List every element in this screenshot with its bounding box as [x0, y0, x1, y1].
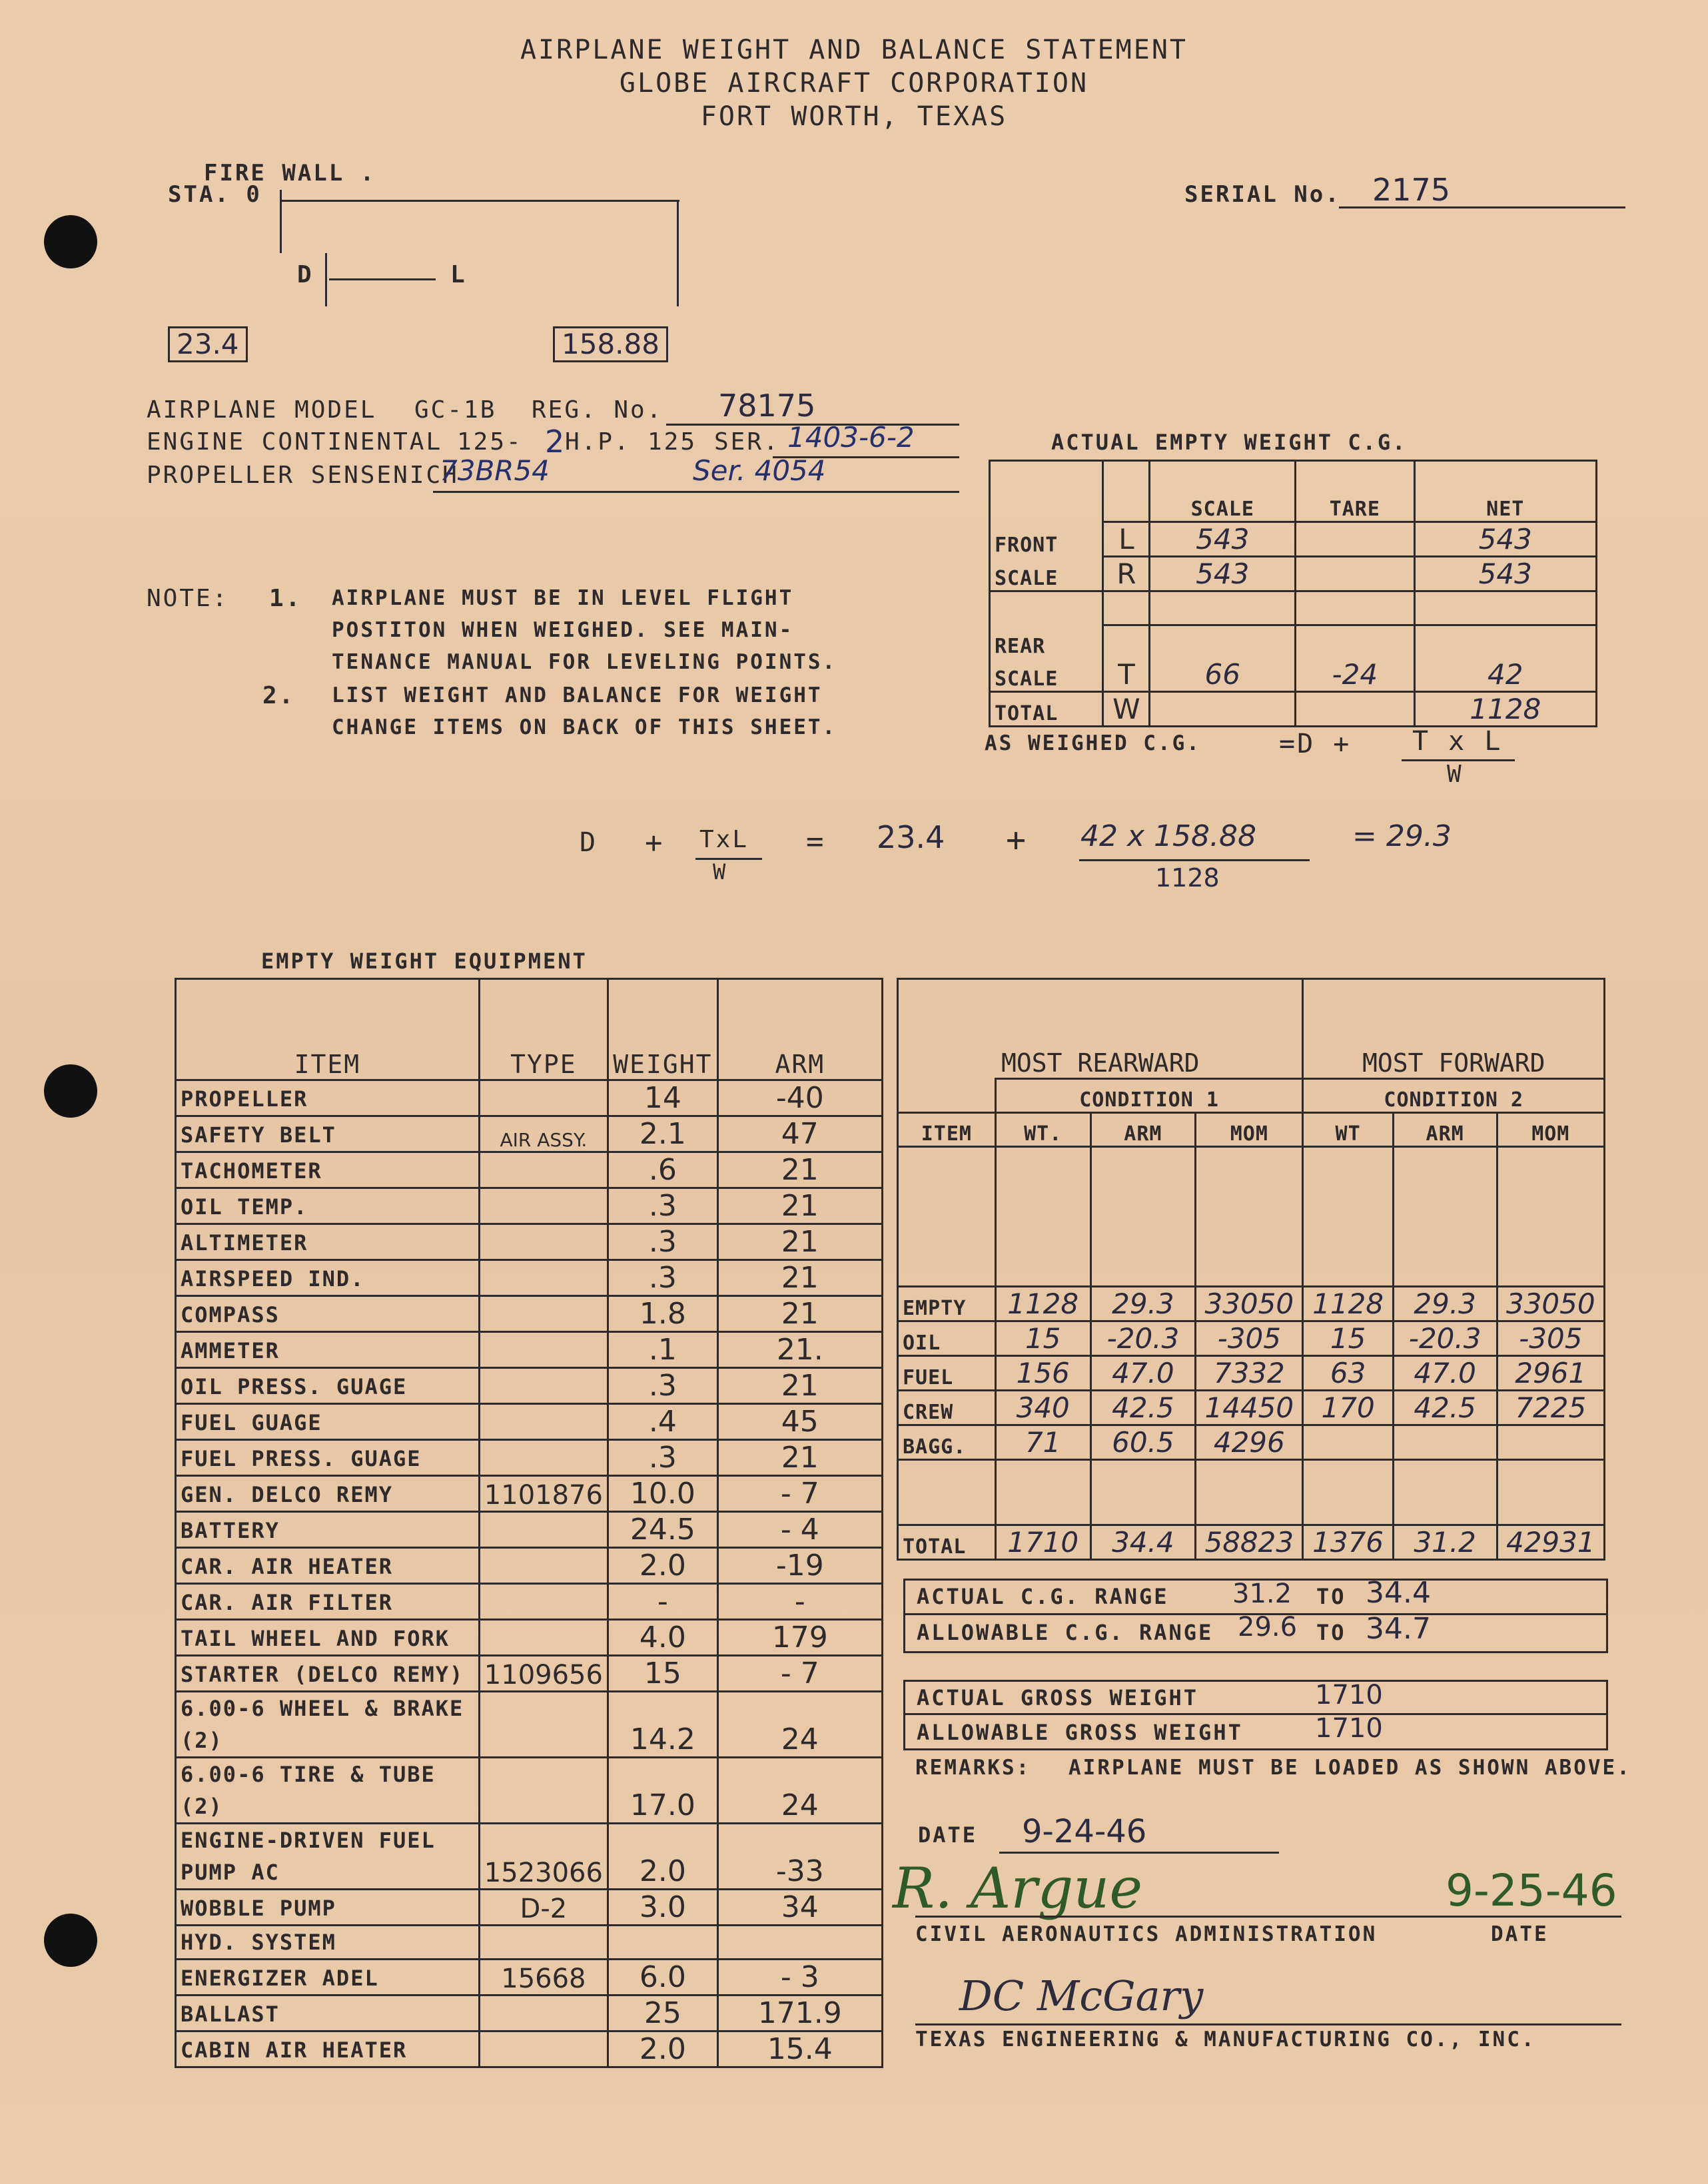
propeller-label: PROPELLER SENSENICH — [147, 462, 459, 489]
cg-t-label: T — [1103, 658, 1150, 692]
cond-total-arm-2: 31.2 — [1393, 1525, 1497, 1560]
condition-arm1: -20.3 — [1090, 1321, 1195, 1356]
equipment-arm: 179 — [717, 1620, 882, 1656]
company-signature: DC McGary — [959, 1972, 1204, 2020]
equipment-item: BALLAST — [176, 1996, 480, 2031]
equipment-type — [479, 1926, 608, 1960]
d-label: D — [297, 261, 314, 288]
caa-signature: R. Argue — [893, 1856, 1143, 1921]
equipment-weight: 25 — [608, 1996, 718, 2031]
equipment-weight: 1.8 — [608, 1296, 718, 1332]
condition-row — [898, 1287, 1605, 1321]
equipment-arm: 34 — [717, 1890, 882, 1926]
equipment-type — [479, 1548, 608, 1584]
condition-arm2: 42.5 — [1393, 1391, 1497, 1425]
calc-bar-1 — [695, 858, 762, 860]
condition-arm2: 29.3 — [1393, 1287, 1497, 1321]
condition-mom2: 7225 — [1497, 1391, 1604, 1425]
allowable-cg-to-label: TO — [1316, 1620, 1346, 1645]
calc-w: W — [713, 859, 728, 885]
caa-date-label: DATE — [1491, 1922, 1549, 1946]
equipment-type: AIR ASSY. — [479, 1116, 608, 1152]
equipment-type — [479, 1512, 608, 1548]
cond-header-mom-1: MOM — [1196, 1113, 1303, 1147]
cg-table-title: ACTUAL EMPTY WEIGHT C.G. — [1051, 430, 1408, 455]
equipment-weight: .4 — [608, 1404, 718, 1440]
equipment-type — [479, 1224, 608, 1260]
calc-bar-2 — [1079, 859, 1310, 861]
equipment-item: CAR. AIR HEATER — [176, 1548, 480, 1584]
calc-result: = 29.3 — [1352, 819, 1452, 853]
equipment-weight: .3 — [608, 1260, 718, 1296]
equipment-item: TAIL WHEEL AND FORK — [176, 1620, 480, 1656]
equipment-type — [479, 1692, 608, 1758]
cond-total-mom-2: 42931 — [1497, 1525, 1604, 1560]
propeller-serial: Ser. 4054 — [693, 454, 826, 487]
hp-value: 125 — [647, 428, 697, 456]
equipment-row — [176, 1188, 883, 1224]
cond-total-arm-1: 34.4 — [1090, 1525, 1195, 1560]
calc-d: D — [580, 827, 598, 858]
equipment-row — [176, 1152, 883, 1188]
condition-arm2: -20.3 — [1393, 1321, 1497, 1356]
firewall-line — [280, 190, 282, 253]
l-value-box: 158.88 — [553, 326, 668, 362]
equipment-type — [479, 1332, 608, 1368]
equipment-weight: 17.0 — [608, 1758, 718, 1824]
equipment-arm: 21 — [717, 1224, 882, 1260]
equipment-type — [479, 1260, 608, 1296]
equipment-row — [176, 1584, 883, 1620]
condition-wt1: 15 — [995, 1321, 1090, 1356]
cg-r-label: R — [1103, 557, 1150, 591]
equipment-type — [479, 1404, 608, 1440]
hp-label: H.P. — [565, 428, 631, 456]
equipment-type: 1109656 — [479, 1656, 608, 1692]
equipment-weight: .3 — [608, 1224, 718, 1260]
note-2-line-2: CHANGE ITEMS ON BACK OF THIS SHEET. — [332, 715, 837, 739]
cg-t-tare: -24 — [1296, 658, 1414, 692]
equipment-arm: 24 — [717, 1758, 882, 1824]
serial-underline — [1339, 206, 1625, 208]
condition-wt1: 71 — [995, 1425, 1090, 1460]
punch-hole — [44, 1914, 97, 1967]
allowable-gross-weight-label: ALLOWABLE GROSS WEIGHT — [917, 1720, 1243, 1745]
equipment-weight: 2.0 — [608, 1548, 718, 1584]
condition-arm1: 42.5 — [1090, 1391, 1195, 1425]
condition-mom1: 14450 — [1196, 1391, 1303, 1425]
cg-rear-label: REAR — [990, 625, 1103, 659]
condition-1-label: CONDITION 1 — [995, 1079, 1303, 1113]
equipment-row — [176, 1926, 883, 1960]
equipment-row — [176, 1620, 883, 1656]
formula-equals: =D + — [1279, 729, 1352, 759]
condition-mom1: 7332 — [1196, 1356, 1303, 1391]
equipment-arm: 47 — [717, 1116, 882, 1152]
equipment-weight: 6.0 — [608, 1960, 718, 1996]
equipment-weight: 24.5 — [608, 1512, 718, 1548]
date-value: 9-24-46 — [1022, 1813, 1147, 1850]
date-label: DATE — [918, 1822, 978, 1848]
equipment-type: 1523066 — [479, 1824, 608, 1890]
allowable-gross-weight-value: 1710 — [1315, 1713, 1383, 1744]
conditions-table — [897, 978, 1605, 1561]
cond-total-label: TOTAL — [898, 1525, 996, 1560]
equipment-type — [479, 1296, 608, 1332]
rearward-title: MOST REARWARD — [898, 979, 1303, 1079]
equipment-type — [479, 1620, 608, 1656]
cond-header-arm-1: ARM — [1090, 1113, 1195, 1147]
equipment-row — [176, 1890, 883, 1926]
d-value-box: 23.4 — [168, 326, 248, 362]
equipment-arm: - 7 — [717, 1476, 882, 1512]
equipment-arm: - — [717, 1584, 882, 1620]
condition-mom1: 33050 — [1196, 1287, 1303, 1321]
equipment-row — [176, 1404, 883, 1440]
calc-equals: = — [806, 825, 826, 859]
condition-item: FUEL — [898, 1356, 996, 1391]
equipment-arm: 171.9 — [717, 1996, 882, 2031]
condition-row — [898, 1356, 1605, 1391]
condition-mom2: 2961 — [1497, 1356, 1604, 1391]
condition-arm1: 47.0 — [1090, 1356, 1195, 1391]
equipment-item: WOBBLE PUMP — [176, 1890, 480, 1926]
cg-w-net: 1128 — [1414, 692, 1597, 727]
equipment-row — [176, 1368, 883, 1404]
condition-row — [898, 1321, 1605, 1356]
calc-plus: + — [645, 826, 665, 860]
engine-label: ENGINE CONTINENTAL — [147, 428, 443, 456]
remarks-text: AIRPLANE MUST BE LOADED AS SHOWN ABOVE. — [1068, 1756, 1631, 1780]
equipment-item: HYD. SYSTEM — [176, 1926, 480, 1960]
condition-mom2 — [1497, 1425, 1604, 1460]
cg-front-label: FRONT — [990, 522, 1103, 557]
equipment-row — [176, 1960, 883, 1996]
company-name: GLOBE AIRCRAFT CORPORATION — [619, 68, 1089, 99]
equipment-arm: -40 — [717, 1080, 882, 1116]
calc-value-den: 1128 — [1155, 863, 1220, 893]
note-1-line-1: AIRPLANE MUST BE IN LEVEL FLIGHT — [332, 586, 794, 610]
reg-value: 78175 — [718, 388, 816, 424]
equipment-item: STARTER (DELCO REMY) — [176, 1656, 480, 1692]
equipment-item: TACHOMETER — [176, 1152, 480, 1188]
cond-header-wt-2: WT — [1303, 1113, 1393, 1147]
condition-arm2: 47.0 — [1393, 1356, 1497, 1391]
equipment-item: ENGINE-DRIVEN FUEL PUMP AC — [176, 1824, 480, 1890]
actual-gross-weight-label: ACTUAL GROSS WEIGHT — [917, 1685, 1199, 1710]
engine-model-hand: 2 — [545, 424, 565, 460]
formula-numerator: T x L — [1412, 726, 1503, 757]
equipment-row — [176, 1116, 883, 1152]
equipment-weight: 15 — [608, 1656, 718, 1692]
note-1-line-2: POSTITON WHEN WEIGHED. SEE MAIN- — [332, 618, 794, 642]
equipment-row — [176, 1512, 883, 1548]
cg-scale-label: SCALE — [990, 557, 1103, 591]
cg-l-net: 543 — [1414, 522, 1597, 557]
equipment-arm: 21. — [717, 1332, 882, 1368]
equipment-row — [176, 2031, 883, 2067]
equipment-item: GEN. DELCO REMY — [176, 1476, 480, 1512]
cond-header-mom-2: MOM — [1497, 1113, 1604, 1147]
equipment-arm: 21 — [717, 1188, 882, 1224]
cond-header-wt-1: WT. — [995, 1113, 1090, 1147]
equipment-row — [176, 1440, 883, 1476]
calc-plus-2: + — [1006, 821, 1029, 859]
as-weighed-label: AS WEIGHED C.G. — [985, 731, 1201, 755]
reg-label: REG. No. — [532, 396, 663, 424]
equipment-item: 6.00-6 WHEEL & BRAKE (2) — [176, 1692, 480, 1758]
condition-wt1: 1128 — [995, 1287, 1090, 1321]
cond-header-arm-2: ARM — [1393, 1113, 1497, 1147]
cg-l-label: L — [1103, 522, 1150, 557]
equipment-weight: 10.0 — [608, 1476, 718, 1512]
equipment-item: AIRSPEED IND. — [176, 1260, 480, 1296]
equipment-arm: 21 — [717, 1368, 882, 1404]
condition-mom2: -305 — [1497, 1321, 1604, 1356]
equipment-arm: 45 — [717, 1404, 882, 1440]
equipment-type: 15668 — [479, 1960, 608, 1996]
equipment-arm — [717, 1926, 882, 1960]
equipment-weight: - — [608, 1584, 718, 1620]
condition-row — [898, 1391, 1605, 1425]
equipment-weight: 14.2 — [608, 1692, 718, 1758]
equipment-arm: 21 — [717, 1440, 882, 1476]
equipment-row — [176, 1080, 883, 1116]
calc-value-d: 23.4 — [877, 819, 945, 855]
equipment-item: FUEL PRESS. GUAGE — [176, 1440, 480, 1476]
cg-t-scale: 66 — [1150, 658, 1296, 692]
equipment-item: BATTERY — [176, 1512, 480, 1548]
equipment-header-type: TYPE — [479, 979, 608, 1080]
equipment-header-item: ITEM — [176, 979, 480, 1080]
serial-label: SERIAL No. — [1184, 181, 1341, 208]
engine-ser-label: SER. — [714, 428, 780, 456]
condition-arm1: 60.5 — [1090, 1425, 1195, 1460]
equipment-type — [479, 1996, 608, 2031]
note-1-line-3: TENANCE MANUAL FOR LEVELING POINTS. — [332, 650, 837, 674]
engine-ser-value: 1403-6-2 — [787, 421, 915, 454]
cg-total-label: TOTAL — [990, 692, 1103, 727]
equipment-arm: 21 — [717, 1152, 882, 1188]
condition-mom2: 33050 — [1497, 1287, 1604, 1321]
condition-2-label: CONDITION 2 — [1303, 1079, 1605, 1113]
equipment-type: D-2 — [479, 1890, 608, 1926]
condition-item: BAGG. — [898, 1425, 996, 1460]
equipment-arm: - 3 — [717, 1960, 882, 1996]
equipment-row — [176, 1996, 883, 2031]
equipment-row — [176, 1656, 883, 1692]
condition-wt2: 1128 — [1303, 1287, 1393, 1321]
caa-date-value: 9-25-46 — [1446, 1865, 1617, 1916]
equipment-header-arm: ARM — [717, 979, 882, 1080]
condition-mom1: 4296 — [1196, 1425, 1303, 1460]
caa-label: CIVIL AERONAUTICS ADMINISTRATION — [915, 1922, 1378, 1946]
cg-header-scale: SCALE — [1150, 461, 1296, 522]
equipment-type — [479, 1152, 608, 1188]
engine-model: 125- — [457, 428, 523, 456]
equipment-row — [176, 1476, 883, 1512]
equipment-weight: .1 — [608, 1332, 718, 1368]
fire-wall-label: FIRE WALL . — [204, 160, 376, 186]
cg-table — [989, 460, 1597, 727]
equipment-arm: 24 — [717, 1692, 882, 1758]
equipment-item: ENERGIZER ADEL — [176, 1960, 480, 1996]
equipment-weight: 2.0 — [608, 1824, 718, 1890]
actual-cg-range-label: ACTUAL C.G. RANGE — [917, 1584, 1169, 1609]
equipment-weight: .3 — [608, 1440, 718, 1476]
condition-item: EMPTY — [898, 1287, 996, 1321]
condition-mom1: -305 — [1196, 1321, 1303, 1356]
equipment-item: ALTIMETER — [176, 1224, 480, 1260]
equipment-item: SAFETY BELT — [176, 1116, 480, 1152]
equipment-arm: 21 — [717, 1296, 882, 1332]
equipment-header-weight: WEIGHT — [608, 979, 718, 1080]
actual-gross-weight-value: 1710 — [1315, 1680, 1383, 1710]
model-label: AIRPLANE MODEL — [147, 396, 377, 424]
equipment-item: CAR. AIR FILTER — [176, 1584, 480, 1620]
equipment-type — [479, 1188, 608, 1224]
equipment-item: AMMETER — [176, 1332, 480, 1368]
allowable-cg-to: 34.7 — [1366, 1612, 1431, 1646]
equipment-item: CABIN AIR HEATER — [176, 2031, 480, 2067]
caa-signature-line — [915, 1916, 1621, 1918]
calc-txl: TxL — [699, 826, 749, 853]
equipment-type — [479, 1758, 608, 1824]
cg-t-net: 42 — [1414, 658, 1597, 692]
equipment-type — [479, 1368, 608, 1404]
equipment-weight: 3.0 — [608, 1890, 718, 1926]
punch-hole — [44, 1064, 97, 1118]
allowable-cg-range-label: ALLOWABLE C.G. RANGE — [917, 1620, 1214, 1645]
equipment-row — [176, 1332, 883, 1368]
allowable-cg-from: 29.6 — [1238, 1612, 1298, 1642]
fuselage-end-line — [677, 200, 679, 306]
equipment-row — [176, 1548, 883, 1584]
equipment-type: 1101876 — [479, 1476, 608, 1512]
cg-rear-scale-label: SCALE — [990, 658, 1103, 692]
equipment-weight: 2.0 — [608, 2031, 718, 2067]
note-2-number: 2. — [262, 682, 296, 709]
condition-row — [898, 1425, 1605, 1460]
equipment-weight: .6 — [608, 1152, 718, 1188]
equipment-row — [176, 1224, 883, 1260]
punch-hole — [44, 215, 97, 268]
equipment-type — [479, 1440, 608, 1476]
equipment-arm: -33 — [717, 1824, 882, 1890]
condition-wt2: 170 — [1303, 1391, 1393, 1425]
equipment-row — [176, 1296, 883, 1332]
equipment-weight: 2.1 — [608, 1116, 718, 1152]
equipment-table — [175, 978, 883, 2068]
condition-arm1: 29.3 — [1090, 1287, 1195, 1321]
cg-l-scale: 543 — [1150, 522, 1296, 557]
condition-item: OIL — [898, 1321, 996, 1356]
condition-wt1: 340 — [995, 1391, 1090, 1425]
equipment-weight: .3 — [608, 1368, 718, 1404]
condition-wt1: 156 — [995, 1356, 1090, 1391]
equipment-type — [479, 2031, 608, 2067]
fuselage-line — [280, 200, 679, 202]
forward-title: MOST FORWARD — [1303, 979, 1605, 1079]
propeller-model: 73BR54 — [440, 454, 550, 487]
equipment-item: 6.00-6 TIRE & TUBE (2) — [176, 1758, 480, 1824]
cond-total-wt-2: 1376 — [1303, 1525, 1393, 1560]
condition-wt2: 15 — [1303, 1321, 1393, 1356]
equipment-weight: 4.0 — [608, 1620, 718, 1656]
cond-total-mom-1: 58823 — [1196, 1525, 1303, 1560]
equipment-weight: 14 — [608, 1080, 718, 1116]
cg-header-tare: TARE — [1296, 461, 1414, 522]
equipment-arm: 21 — [717, 1260, 882, 1296]
equipment-arm: - 7 — [717, 1656, 882, 1692]
equipment-weight — [608, 1926, 718, 1960]
propeller-underline — [433, 491, 959, 493]
company-signature-line — [915, 2023, 1621, 2025]
equipment-arm: - 4 — [717, 1512, 882, 1548]
document-title: AIRPLANE WEIGHT AND BALANCE STATEMENT — [520, 35, 1188, 65]
equipment-arm: -19 — [717, 1548, 882, 1584]
cg-header-net: NET — [1414, 461, 1597, 522]
formula-denominator: W — [1447, 761, 1464, 788]
condition-wt2 — [1303, 1425, 1393, 1460]
cond-header-item: ITEM — [898, 1113, 996, 1147]
note-1-number: 1. — [269, 585, 302, 612]
equipment-item: OIL TEMP. — [176, 1188, 480, 1224]
equipment-item: FUEL GUAGE — [176, 1404, 480, 1440]
remarks-label: REMARKS: — [915, 1756, 1031, 1780]
cg-w-label: W — [1103, 692, 1150, 727]
condition-arm2 — [1393, 1425, 1497, 1460]
equipment-row — [176, 1692, 883, 1758]
equipment-row — [176, 1260, 883, 1296]
cond-total-wt-1: 1710 — [995, 1525, 1090, 1560]
company-label: TEXAS ENGINEERING & MANUFACTURING CO., INC. — [915, 2027, 1536, 2051]
equipment-type — [479, 1584, 608, 1620]
serial-value: 2175 — [1372, 172, 1451, 208]
datum-line — [325, 253, 327, 306]
actual-cg-from: 31.2 — [1232, 1579, 1292, 1609]
note-2-line-1: LIST WEIGHT AND BALANCE FOR WEIGHT — [332, 683, 823, 707]
actual-cg-to-label: TO — [1316, 1584, 1346, 1609]
equipment-row — [176, 1758, 883, 1824]
station-label: STA. 0 — [168, 181, 262, 208]
equipment-row — [176, 1824, 883, 1890]
company-location: FORT WORTH, TEXAS — [700, 101, 1008, 132]
note-label: NOTE: — [147, 585, 229, 612]
l-label: L — [450, 261, 467, 288]
cg-r-scale: 543 — [1150, 557, 1296, 591]
d-dimension-line — [329, 278, 436, 280]
equipment-type — [479, 1080, 608, 1116]
equipment-arm: 15.4 — [717, 2031, 882, 2067]
condition-item: CREW — [898, 1391, 996, 1425]
equipment-weight: .3 — [608, 1188, 718, 1224]
equipment-item: COMPASS — [176, 1296, 480, 1332]
actual-cg-to: 34.4 — [1366, 1576, 1431, 1610]
calc-value-num: 42 x 158.88 — [1080, 819, 1256, 853]
date-underline — [999, 1852, 1279, 1854]
equipment-title: EMPTY WEIGHT EQUIPMENT — [261, 948, 588, 974]
model-value: GC-1B — [414, 396, 497, 424]
gross-weight-divider — [903, 1713, 1606, 1715]
condition-wt2: 63 — [1303, 1356, 1393, 1391]
equipment-item: OIL PRESS. GUAGE — [176, 1368, 480, 1404]
equipment-item: PROPELLER — [176, 1080, 480, 1116]
cg-r-net: 543 — [1414, 557, 1597, 591]
